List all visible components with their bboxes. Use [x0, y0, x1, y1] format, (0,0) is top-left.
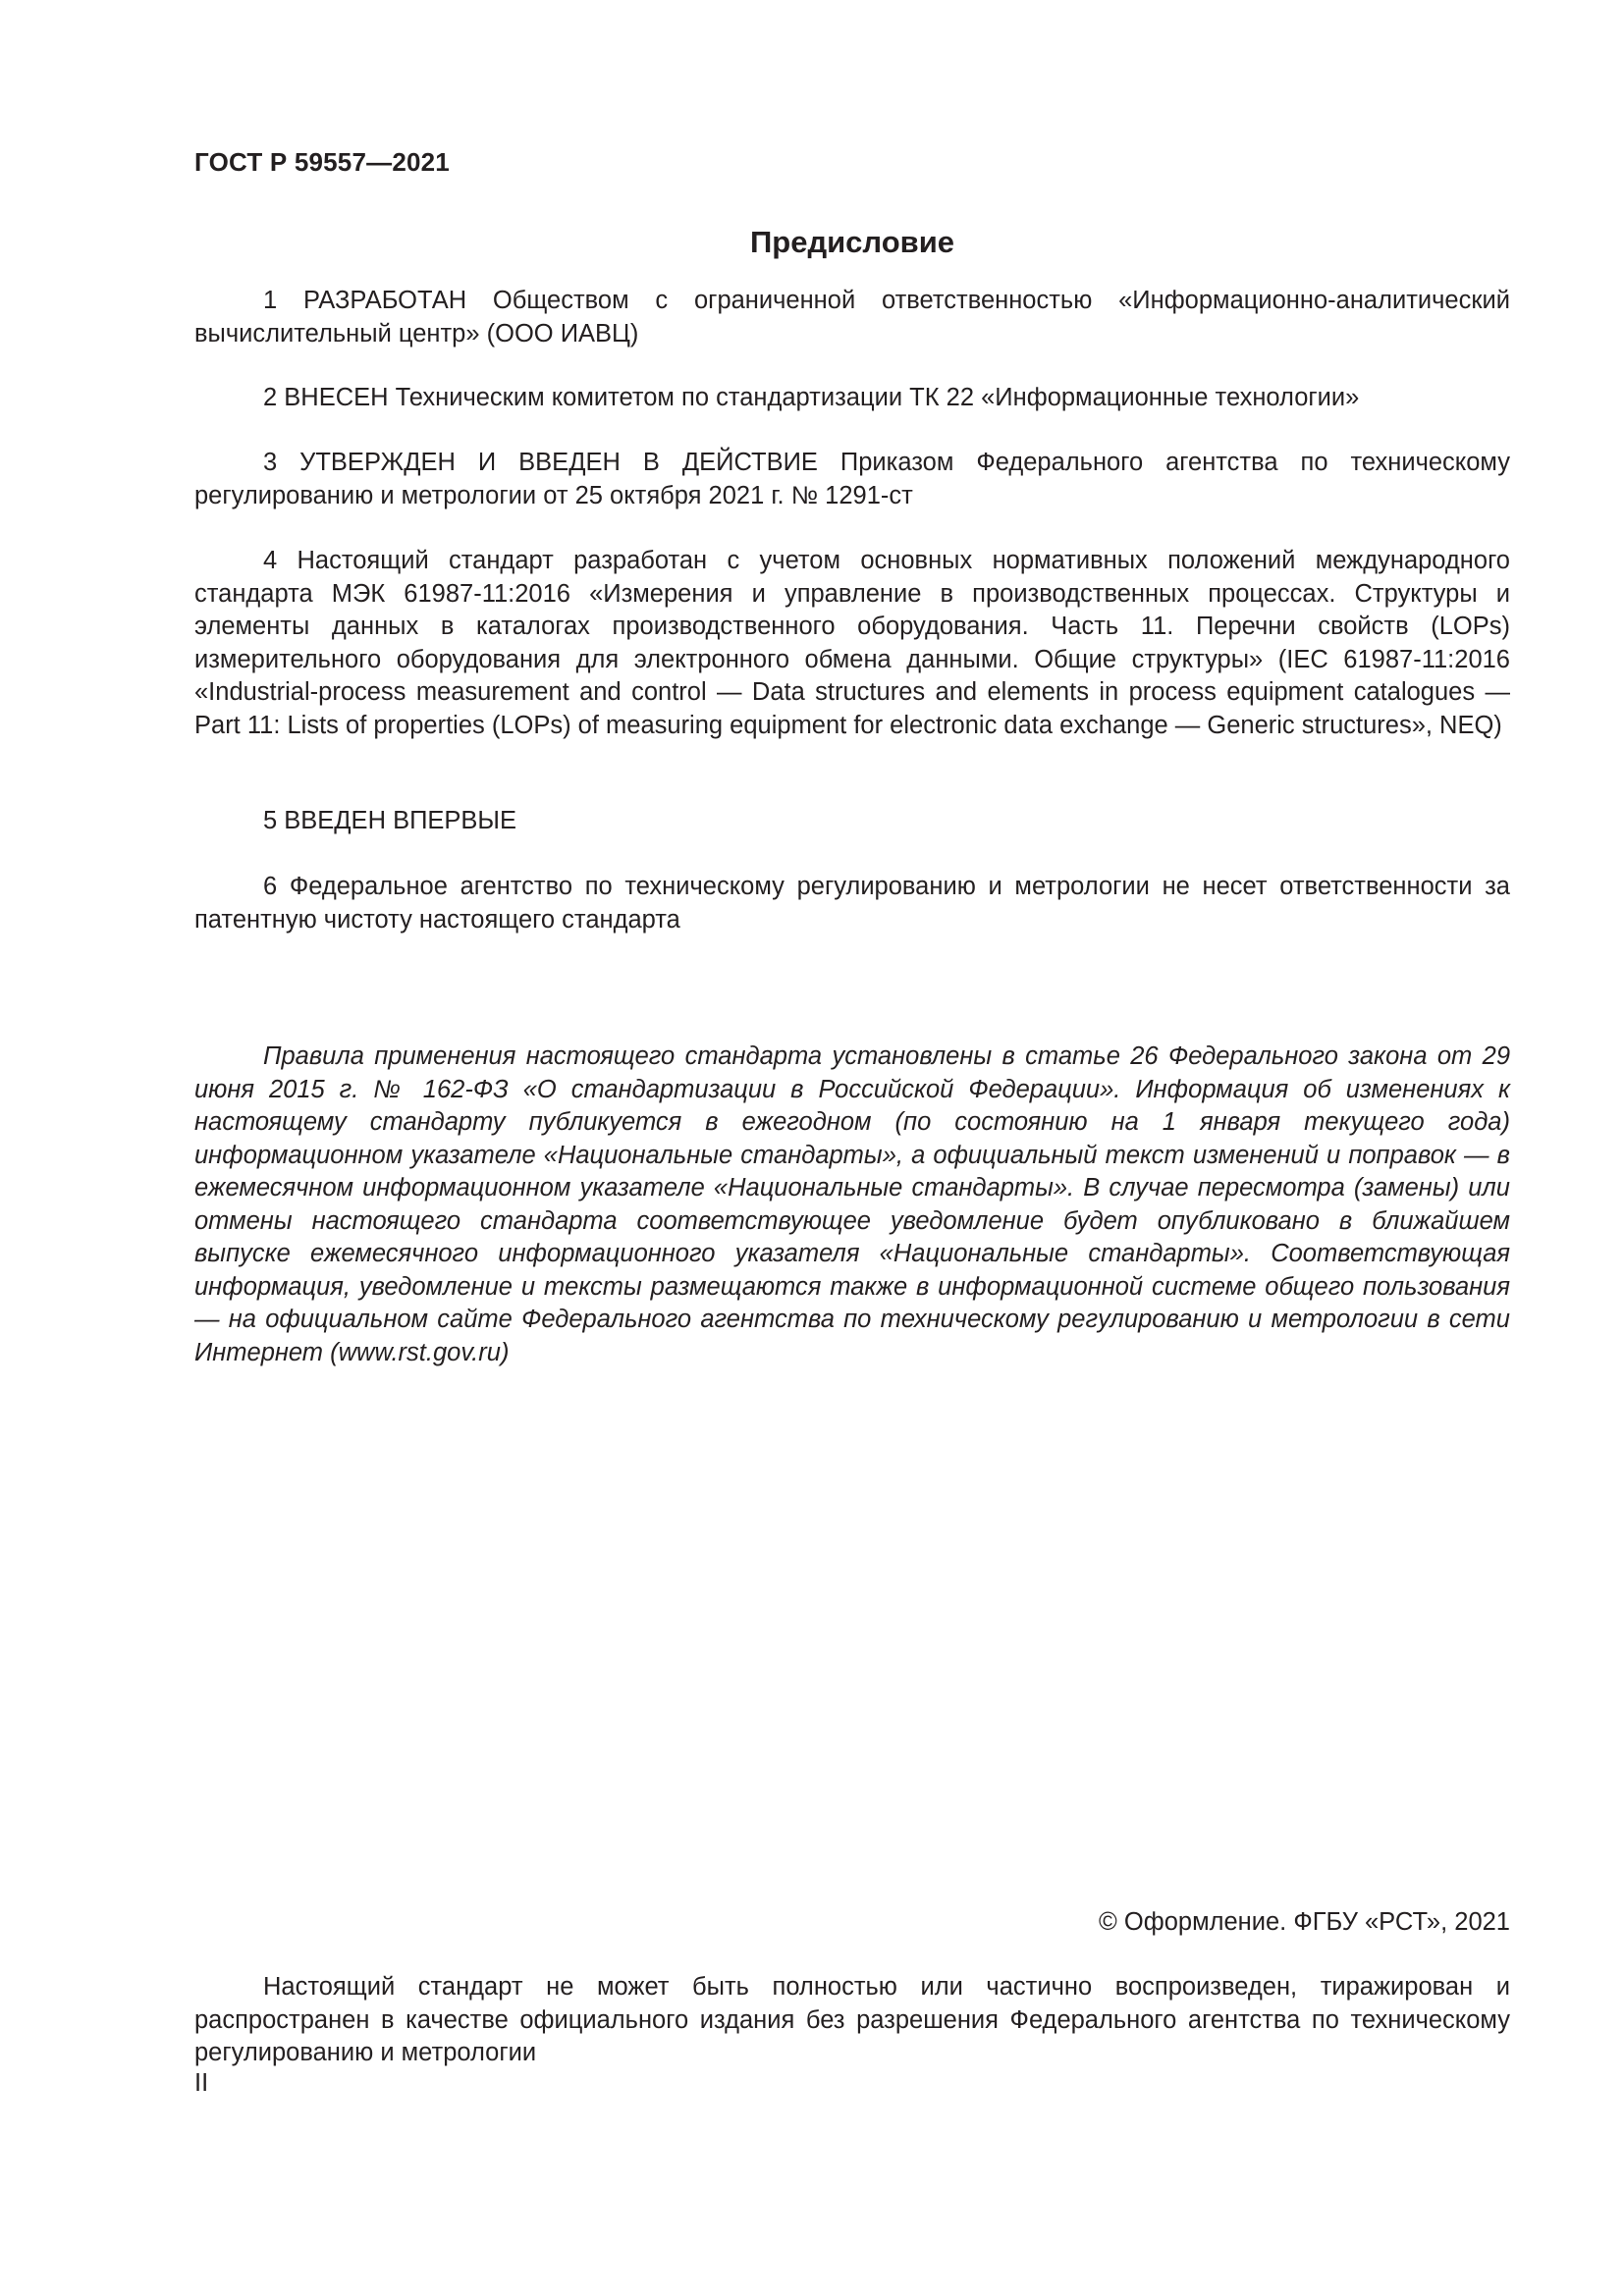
foreword-item-1: 1 РАЗРАБОТАН Обществом с ограниченной ответственностью «Информационно-аналитический вычислительный центр» (ООО ИАВЦ) — [194, 287, 1510, 347]
copyright-line: © Оформление. ФГБУ «РСТ», 2021 — [1099, 1908, 1510, 1936]
foreword-item-2: 2 ВНЕСЕН Техническим комитетом по стандартизации ТК 22 «Информационные технологии» — [263, 384, 1360, 411]
reproduction-notice: Настоящий стандарт не может быть полностью или частично воспроизведен, тиражирован и распространен в качестве официального издания без разрешения Федерального агентства по техническому регулированию и метрологии — [194, 1973, 1510, 2066]
foreword-item-4: 4 Настоящий стандарт разработан с учетом основных нормативных положений международного стандарта МЭК 61987-11:2016 «Измерения и управление в производственных процессах. Структуры и элементы данных в каталогах производственного оборудования. Часть 11. Перечни свойств (LOPs) измерительного оборудования для электронного обмена данными. Общие структуры» (IEC 61987-11:2016 «Industrial-process measurement and control — Data structures and elements in process equipment catalogues — Part 11: Lists of properties (LOPs) of measuring equipment for electronic data exchange — Generic structures», NEQ) — [194, 547, 1510, 739]
page-title: Предисловие — [749, 225, 954, 259]
foreword-item-5: 5 ВВЕДЕН ВПЕРВЫЕ — [263, 807, 517, 834]
foreword-item-6: 6 Федеральное агентство по техническому регулированию и метрологии не несет ответственности за патентную чистоту настоящего стандарта — [194, 873, 1510, 934]
foreword-item-3: 3 УТВЕРЖДЕН И ВВЕДЕН В ДЕЙСТВИЕ Приказом Федерального агентства по техническому регулированию и метрологии от 25 октября 2021 г. № 1291-ст — [194, 449, 1510, 509]
standard-code-header: ГОСТ Р 59557—2021 — [194, 147, 450, 177]
page-number: II — [194, 2069, 209, 2097]
application-rules-text: Правила применения настоящего стандарта установлены в статье 26 Федерального закона от 29 июня 2015 г. № 162-ФЗ «О стандартизации в Российской Федерации». Информация об изменениях к настоящему стандарту публикуется в ежегодном (по состоянию на 1 января текущего года) информационном указателе «Национальные стандарты», а официальный текст изменений и поправок — в ежемесячном информационном указателе «Национальные стандарты». В случае пересмотра (замены) или отмены настоящего стандарта соответствующее уведомление будет опубликовано в ближайшем выпуске ежемесячного информационного указателя «Национальные стандарты». Соответствующая информация, уведомление и тексты размещаются также в информационной системе общего пользования — на официальном сайте Федерального агентства по техническому регулированию и метрологии в сети Интернет (www.rst.gov.ru) — [194, 1042, 1510, 1366]
